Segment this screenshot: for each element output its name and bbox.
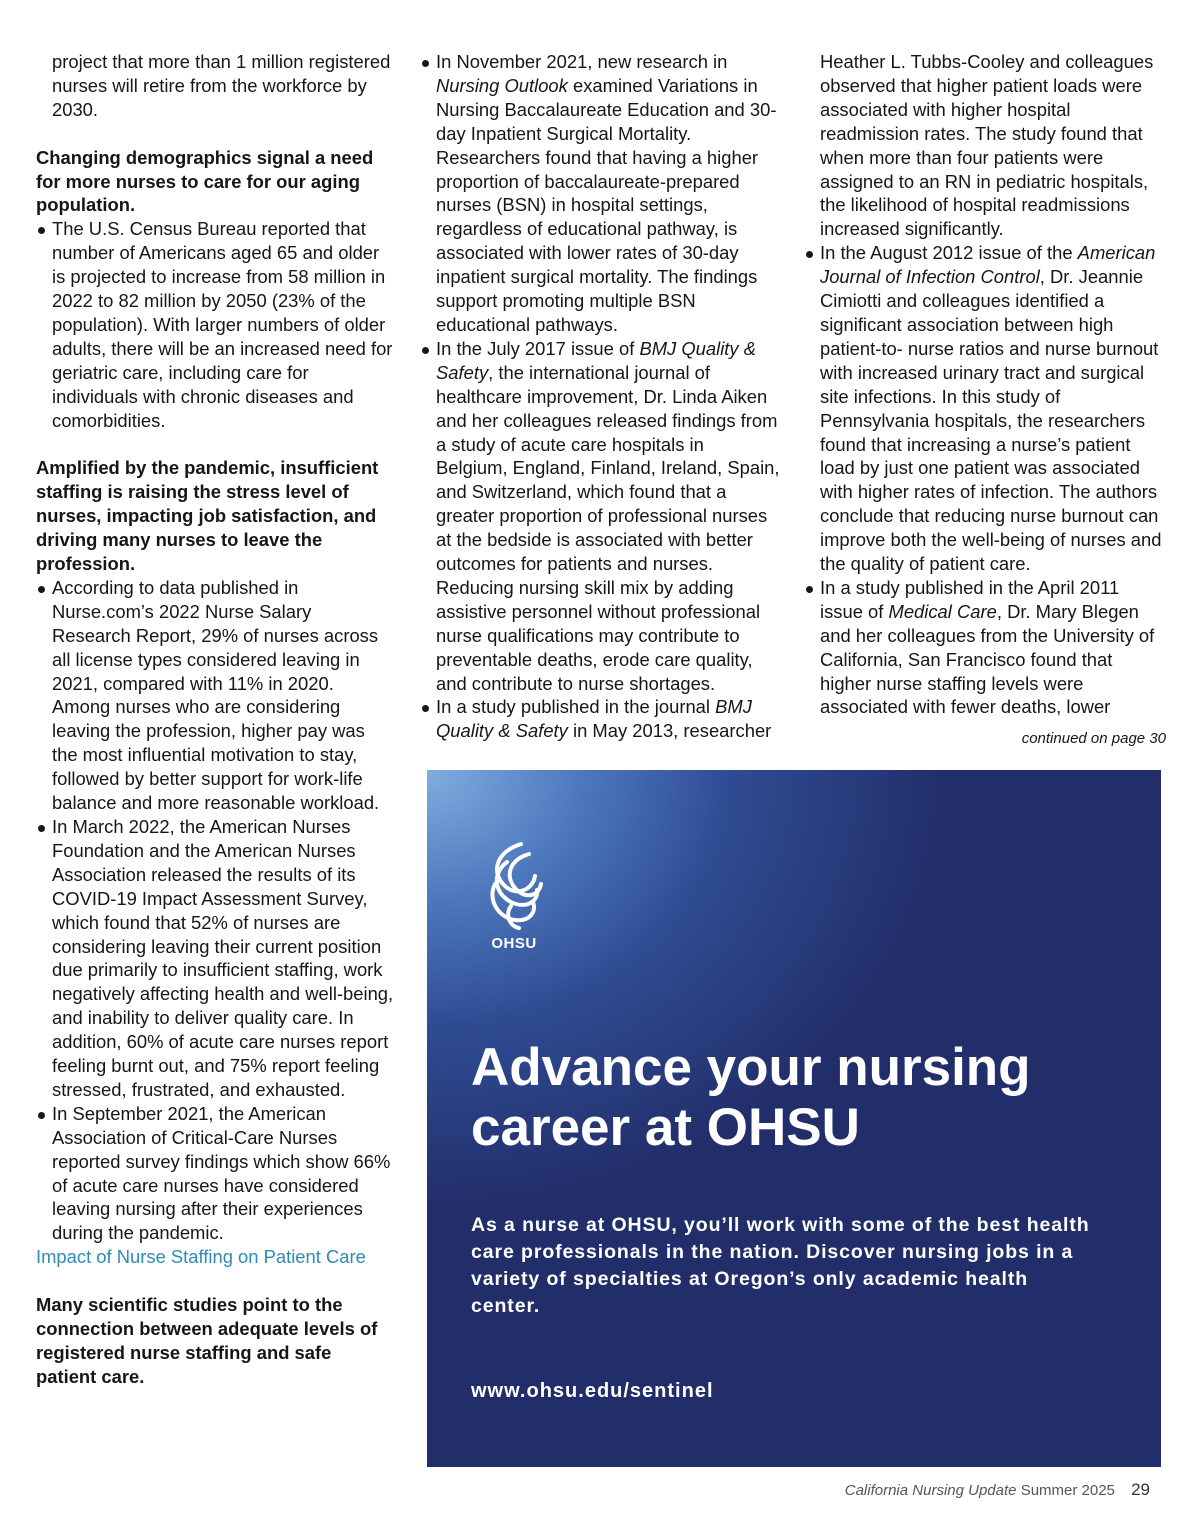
bullet-list-studies-cont [804, 241, 1166, 719]
journal-title: Medical Care [888, 600, 997, 622]
bullet-item: In September 2021, the American Association of Critical-Care Nurses reported survey findings which show 66% of acute care nurses have considered leaving nursing after their experiences during the pandemic. [36, 1102, 394, 1245]
ad-url-link[interactable]: www.ohsu.edu/sentinel [471, 1380, 714, 1402]
closing-heading: Many scientific studies point to the connection between adequate levels of registered nurse staffing and safe patient care. [36, 1294, 378, 1387]
article-column-2 [420, 50, 780, 743]
article-column-1 [36, 50, 394, 1389]
page-footer [845, 1480, 1150, 1500]
section-heading-pandemic: Amplified by the pandemic, insufficient staffing is raising the stress level of nurses, impacting job satisfaction, and driving many nurses to leave the profession. [36, 457, 379, 574]
bullet-item: In the July 2017 issue of BMJ Quality & Safety, the international journal of healthcare improvement, Dr. Linda Aiken and her colleagues released findings from a study of acute care hospitals in Belgium, England, Finland, Ireland, Spain, and Switzerland, which found that a greater proportion of professional nurses at the bedside is associated with better outcomes for patients and nurses. Reducing nursing skill mix by adding assistive personnel without professional nurse qualifications may contribute to preventable deaths, erode care quality, and contribute to nurse shortages. [420, 337, 780, 696]
ad-body-text: As a nurse at OHSU, you’ll work with some of the best health care professionals in the nation. Discover nursing jobs in a variety of specialties at Oregon’s only academic health center. [471, 1214, 1090, 1317]
bullet-item: According to data published in Nurse.com’s 2022 Nurse Salary Research Report, 29% of nurses across all license types considered leaving in 2021, compared with 11% in 2020. Among nurses who are considering leaving the profession, higher pay was the most influential motivation to stay, followed by better support for work-life balance and more reasonable workload. [36, 576, 394, 815]
bullet-list-studies [420, 50, 780, 743]
bullet-list-pandemic [36, 576, 394, 1245]
article-column-3 [804, 50, 1166, 766]
journal-title: Nursing Outlook [436, 74, 568, 96]
intro-paragraph: project that more than 1 million registered nurses will retire from the workforce by 2030. [52, 51, 391, 120]
bullet-item: In the August 2012 issue of the American Journal of Infection Control, Dr. Jeannie Cimiotti and colleagues identified a significant association between high patient-to- nurse ratios and nurse burnout with increased urinary tract and surgical site infections. In this study of Pennsylvania hospitals, the researchers found that increasing a nurse’s patient load by just one patient was associated with higher rates of infection. The authors conclude that reducing nurse burnout can improve both the well-being of nurses and the quality of patient care. [804, 241, 1166, 576]
ohsu-logo [481, 840, 547, 952]
bullet-item: In a study published in the April 2011 issue of Medical Care, Dr. Mary Blegen and her colleagues from the University of California, San Francisco found that higher nurse staffing levels were associated with fewer deaths, lower [804, 576, 1166, 719]
continued-note: continued on page 30 [1021, 730, 1166, 748]
journal-title: American Journal of Infection Control [820, 242, 1156, 288]
issue-label: Summer 2025 [1020, 1482, 1115, 1499]
bullet-item: In November 2021, new research in Nursing Outlook examined Variations in Nursing Baccalaureate Education and 30-day Inpatient Surgical Mortality. Researchers found that having a higher proportion of baccalaureate-prepared nurses (BSN) in hospital settings, regardless of educational pathway, is associated with lower rates of 30-day inpatient surgical mortality. The findings support promoting multiple BSN educational pathways. [420, 50, 780, 337]
ad-headline: Advance your nursing career at OHSU [471, 1038, 1031, 1157]
continued-paragraph: Heather L. Tubbs-Cooley and colleagues observed that higher patient loads were associated with higher hospital readmission rates. The study found that when more than four patients were assigned to an RN in pediatric hospitals, the likelihood of hospital readmissions increased significantly. [820, 51, 1154, 240]
ohsu-logo-text: OHSU [491, 935, 537, 952]
bullet-item: In March 2022, the American Nurses Foundation and the American Nurses Association released the results of its COVID-19 Impact Assessment Survey, which found that 52% of nurses are considering leaving their current position due primarily to insufficient staffing, work negatively affecting health and well-being, and inability to deliver quality care. In addition, 60% of acute care nurses report feeling burnt out, and 75% report feeling stressed, frustrated, and exhausted. [36, 815, 394, 1102]
journal-title: BMJ Quality & Safety [436, 696, 752, 742]
ohsu-flame-icon [481, 840, 547, 932]
bullet-item: The U.S. Census Bureau reported that number of Americans aged 65 and older is projected to increase from 58 million in 2022 to 82 million by 2050 (23% of the population). With larger numbers of older adults, there will be an increased need for geriatric care, including care for individuals with chronic diseases and comorbidities. [36, 217, 394, 432]
bullet-item: In a study published in the journal BMJ Quality & Safety in May 2013, researcher [420, 695, 780, 743]
section-subheading: Impact of Nurse Staffing on Patient Care [36, 1246, 366, 1268]
ohsu-advertisement[interactable] [427, 770, 1161, 1467]
journal-title: BMJ Quality & Safety [436, 337, 756, 383]
bullet-list-demographics [36, 217, 394, 432]
section-heading-demographics: Changing demographics signal a need for more nurses to care for our aging population. [36, 146, 374, 216]
publication-name: California Nursing Update [844, 1482, 1017, 1499]
page-number: 29 [1131, 1480, 1150, 1499]
